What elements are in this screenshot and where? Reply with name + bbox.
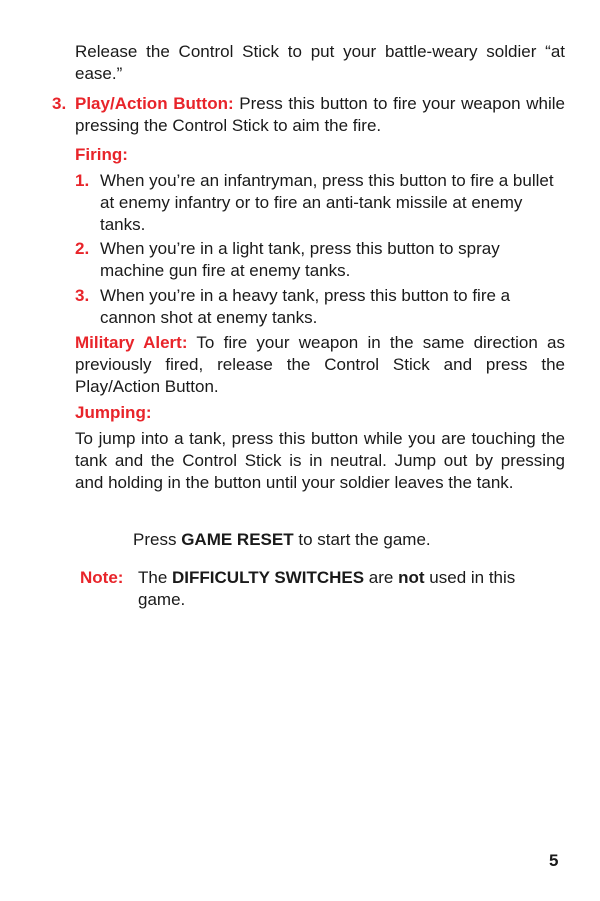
difficulty-switches: DIFFICULTY SWITCHES [172,568,365,587]
firing-item-3 [75,285,565,329]
military-alert-text: To fire your weapon in the same direction as previously fired, release the Control Stick and press the Play/Action Button. [75,333,565,396]
note-text [138,567,540,611]
firing-item-2 [75,238,565,282]
reset-instruction [133,529,533,551]
firing-item-text: When you’re in a light tank, press this button to spray machine gun fire at enemy tanks. [100,239,500,280]
firing-item-number: 3. [75,286,90,305]
firing-item-number: 1. [75,171,90,190]
jumping-heading: Jumping: [75,403,152,422]
military-alert-paragraph [75,332,565,398]
firing-item-number: 2. [75,239,90,258]
note-not: not [398,568,425,587]
firing-heading: Firing: [75,145,128,164]
note-prefix: The [138,568,168,587]
note-label: Note: [80,568,124,587]
item-number: 3. [52,94,67,113]
reset-suffix: to start the game. [298,530,431,549]
intro-paragraph: Release the Control Stick to put your battle-weary soldier “at ease.” [75,42,565,83]
play-action-button-item [52,93,565,137]
page-number: 5 [549,851,559,870]
firing-item-text: When you’re an infantryman, press this button to fire a bullet at enemy infantry or to fire an anti-tank missile at enemy tanks. [100,171,554,234]
note-suffix: used in this game. [138,568,516,609]
game-reset-key: GAME RESET [181,530,294,549]
jumping-paragraph: To jump into a tank, press this button while you are touching the tank and the Control Stick is in neutral. Jump out by pressing and holding in the button until your soldier leaves the tank. [75,429,565,492]
firing-item-text: When you’re in a heavy tank, press this button to fire a cannon shot at enemy tanks. [100,286,511,327]
note-block [80,567,540,611]
item-body [75,93,565,137]
reset-prefix: Press [133,530,177,549]
play-action-text: Press this button to fire your weapon while pressing the Control Stick to aim the fire. [75,94,565,135]
note-middle: are [368,568,394,587]
firing-item-1 [75,170,565,236]
military-alert-label: Military Alert: [75,333,188,352]
play-action-label: Play/Action Button: [75,94,234,113]
